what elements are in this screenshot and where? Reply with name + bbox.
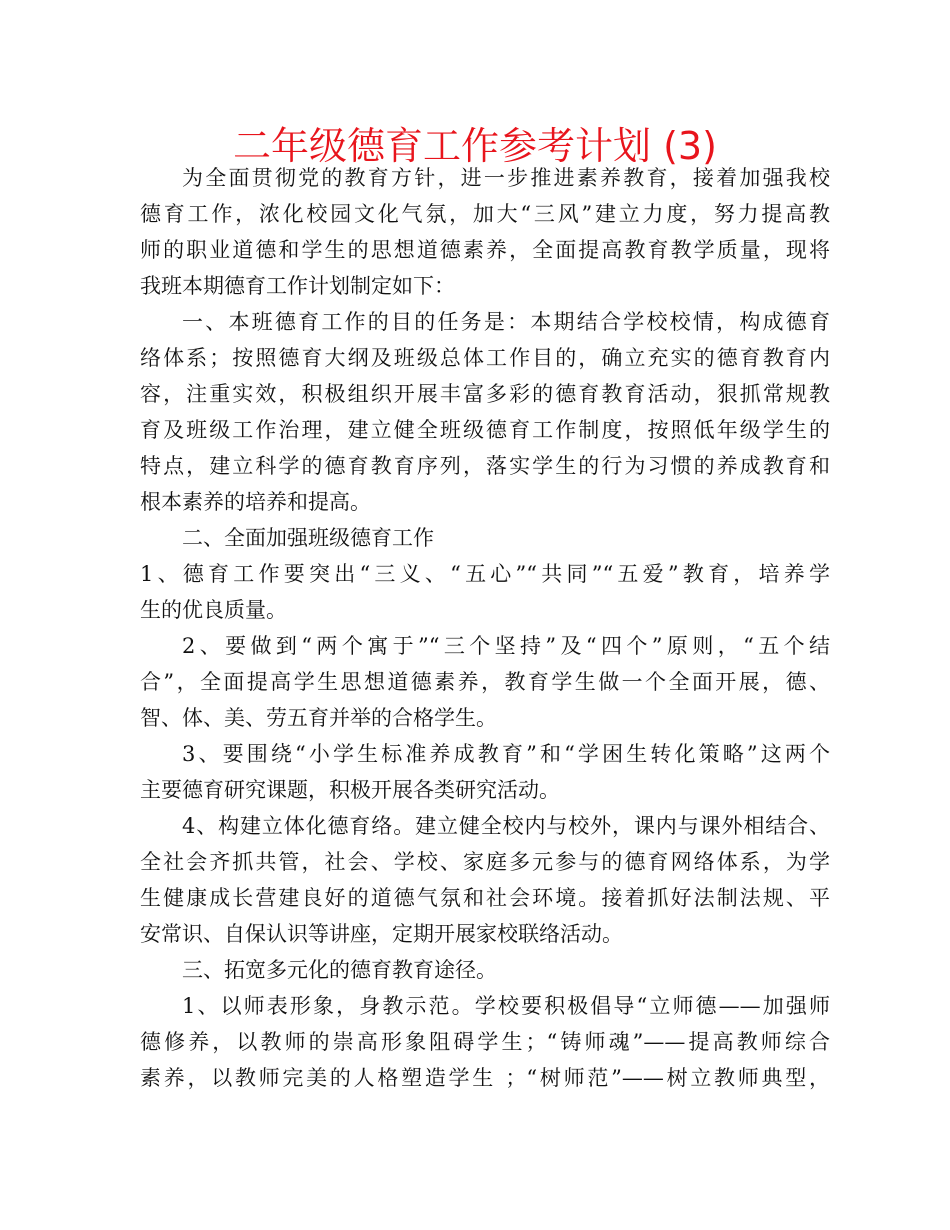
text-line: 三、拓宽多元化的德育教育途径。	[182, 958, 497, 982]
text-line: 师的职业道德和学生的思想道德素养，全面提高教育教学质量，现将	[140, 238, 830, 262]
text-line: 1、德育工作要突出“三义、“五心”“共同”“五爱”教育，培养学	[140, 562, 830, 586]
text-line: 德修养，以教师的崇高形象阻碍学生；“铸师魂”——提高教师综合	[140, 1030, 830, 1054]
text-line: 容，注重实效，积极组织开展丰富多彩的德育教育活动，狠抓常规教	[140, 382, 830, 406]
text-line: 3、要围绕“小学生标准养成教育”和“学困生转化策略”这两个	[182, 742, 830, 766]
text-line: 1、以师表形象，身教示范。学校要积极倡导“立师德——加强师	[182, 994, 830, 1018]
text-line: 德育工作，浓化校园文化气氛，加大“三风”建立力度，努力提高教	[140, 202, 830, 226]
text-line: 我班本期德育工作计划制定如下：	[140, 274, 455, 298]
text-line: 生的优良质量。	[140, 598, 287, 622]
text-line: 安常识、自保认识等讲座，定期开展家校联络活动。	[140, 922, 623, 946]
text-line: 一、本班德育工作的目的任务是：本期结合学校校情，构成德育	[182, 310, 830, 334]
text-line: 为全面贯彻党的教育方针，进一步推进素养教育，接着加强我校	[182, 166, 830, 190]
text-line: 合”，全面提高学生思想道德素养，教育学生做一个全面开展，德、	[140, 670, 830, 694]
text-line: 主要德育研究课题，积极开展各类研究活动。	[140, 778, 560, 802]
text-line: 育及班级工作治理，建立健全班级德育工作制度，按照低年级学生的	[140, 418, 830, 442]
text-line: 全社会齐抓共管，社会、学校、家庭多元参与的德育网络体系，为学	[140, 850, 830, 874]
text-line: 素养，以教师完美的人格塑造学生 ；“树师范”——树立教师典型，	[140, 1066, 830, 1090]
document-body	[140, 160, 830, 1096]
text-line: 二、全面加强班级德育工作	[182, 526, 434, 550]
text-line: 4、构建立体化德育络。建立健全校内与校外，课内与课外相结合、	[182, 814, 830, 838]
text-line: 2、要做到“两个寓于”“三个坚持”及“四个”原则，“五个结	[182, 634, 830, 658]
document-title: 二年级德育工作参考计划 (3)	[233, 124, 717, 168]
text-line: 生健康成长营建良好的道德气氛和社会环境。接着抓好法制法规、平	[140, 886, 830, 910]
text-line: 根本素养的培养和提高。	[140, 490, 371, 514]
text-line: 络体系；按照德育大纲及班级总体工作目的，确立充实的德育教育内	[140, 346, 830, 370]
text-line: 智、体、美、劳五育并举的合格学生。	[140, 706, 497, 730]
text-line: 特点，建立科学的德育教育序列，落实学生的行为习惯的养成教育和	[140, 454, 830, 478]
